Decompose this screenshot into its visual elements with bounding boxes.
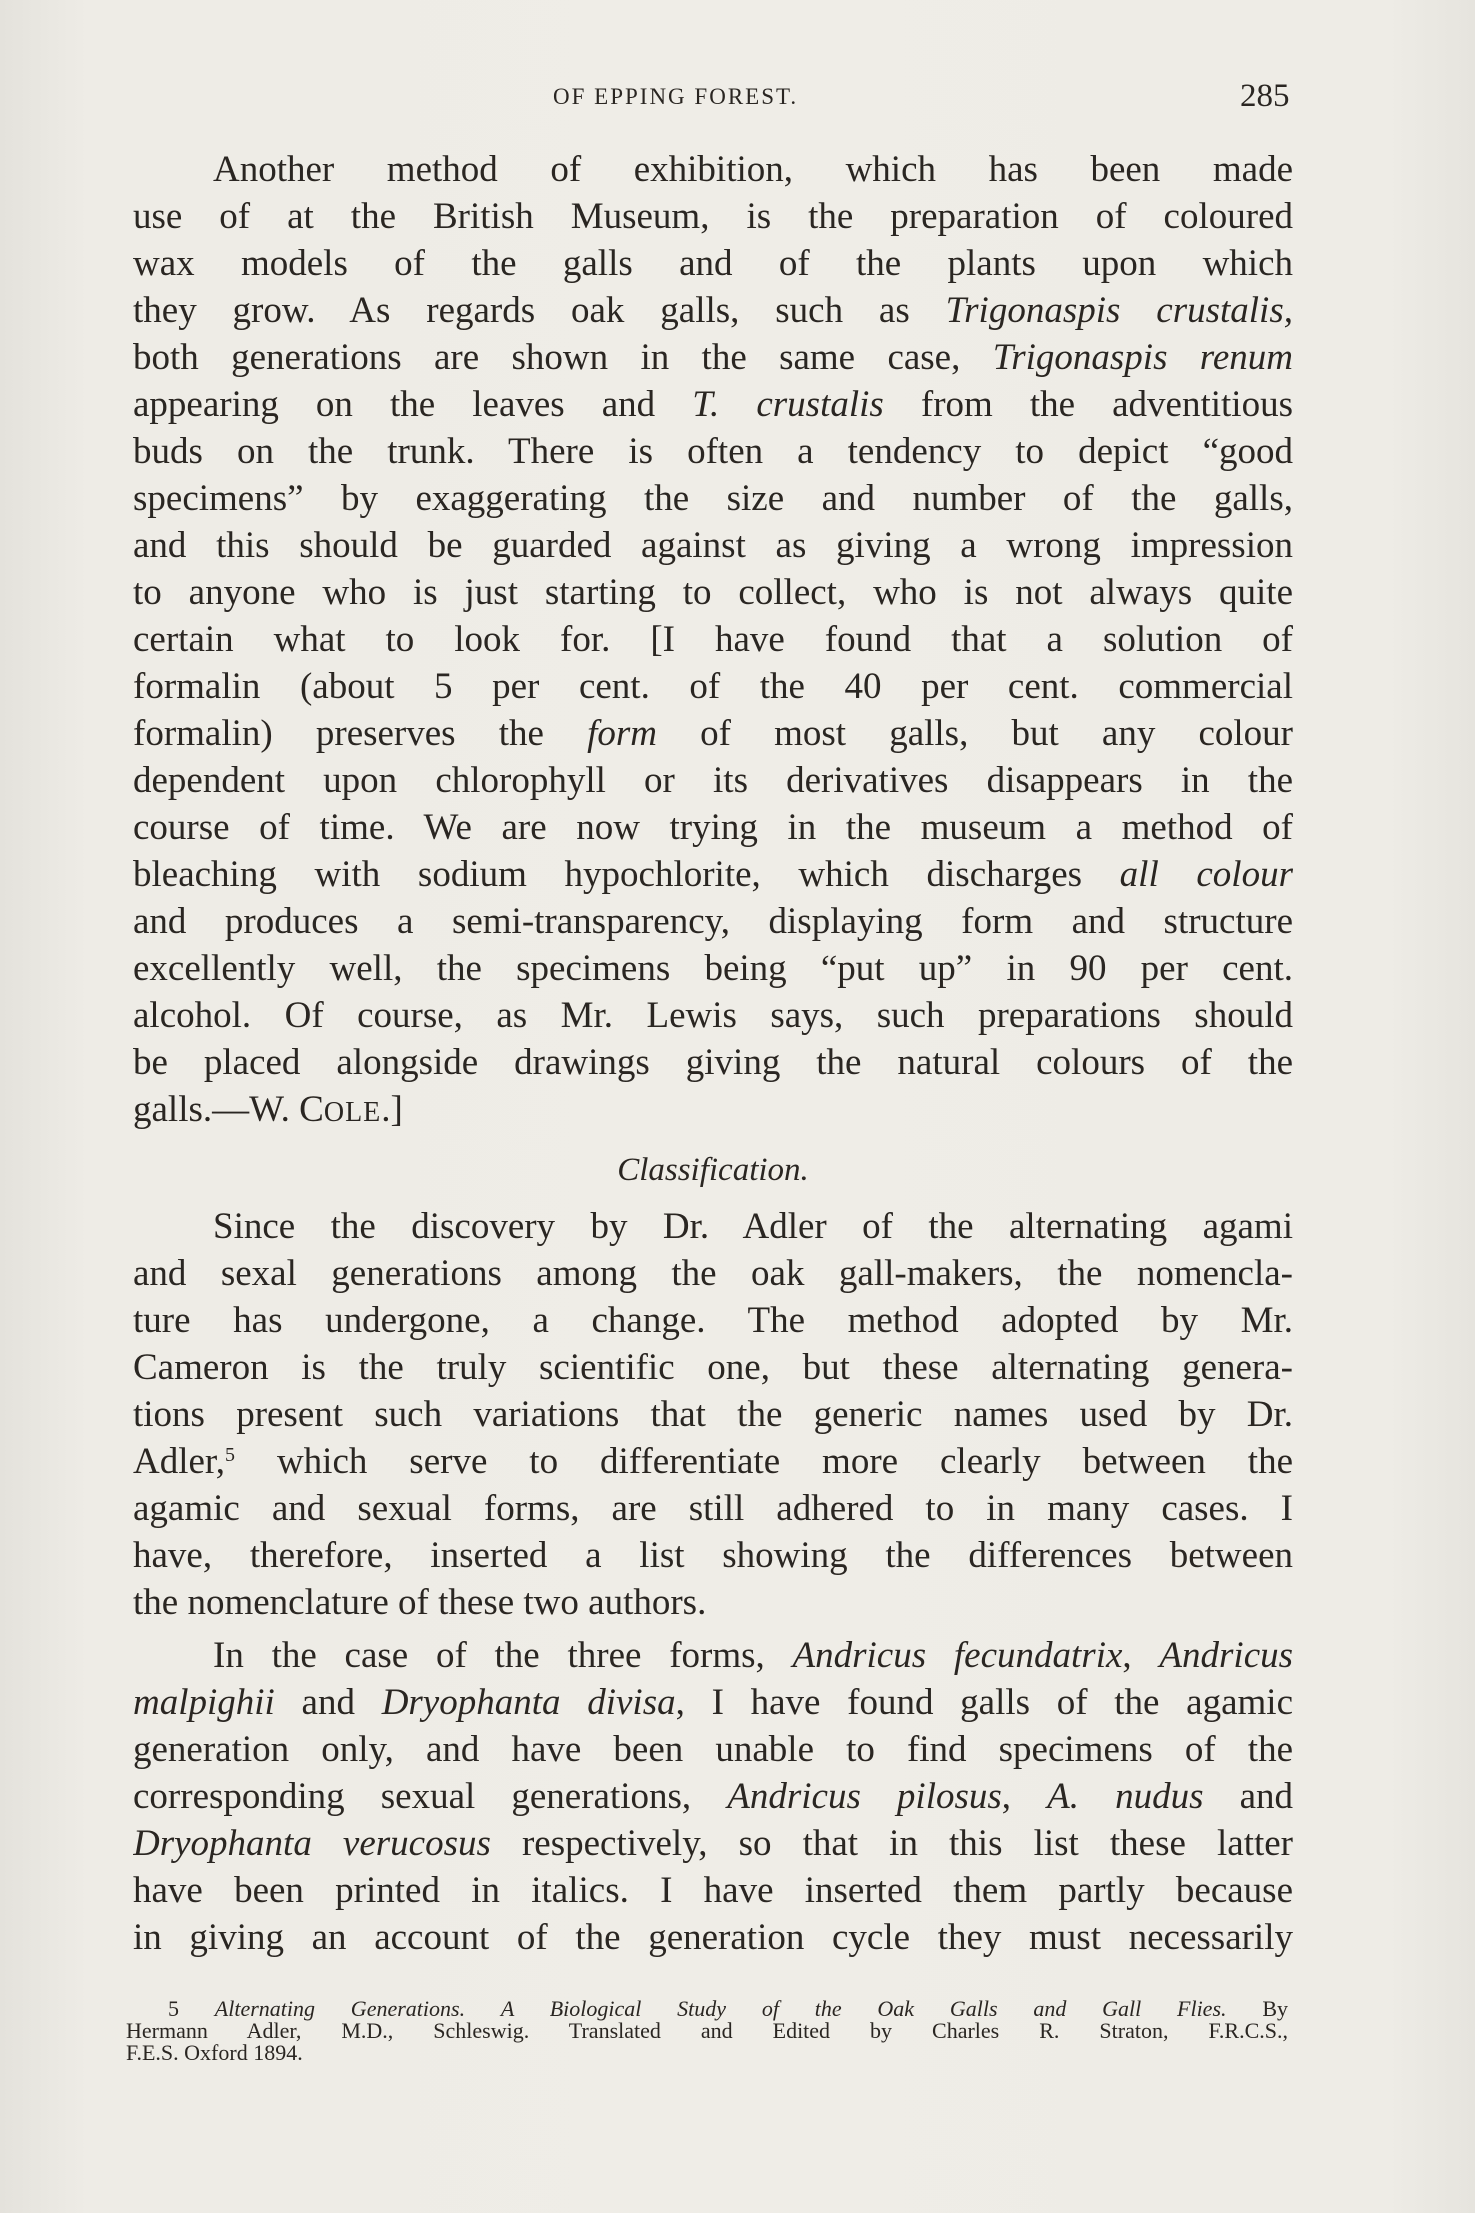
paragraph-nomenclature [133, 1203, 1293, 1626]
paragraph-exhibition-methods [133, 146, 1293, 1133]
text-line: excellently well, the specimens being “put up” in 90 per cent. [133, 948, 1293, 989]
emphasis: all colour [1119, 854, 1293, 895]
book-title: Alternating Generations. [214, 1996, 466, 2021]
footnote-number: 5 [168, 1996, 179, 2021]
text-line: Cameron is the truly scientific one, but these alternating genera- [133, 1347, 1293, 1388]
species-name: Andricus fecundatrix [792, 1635, 1123, 1676]
text-line [133, 710, 1293, 757]
text-line: be placed alongside drawings giving the natural colours of the [133, 1042, 1293, 1083]
species-name: Dryophanta divisa [381, 1682, 676, 1723]
text-run: both generations are shown in the same case, [133, 337, 993, 378]
text-line: specimens” by exaggerating the size and number of the galls, [133, 478, 1293, 519]
text-line [133, 1820, 1293, 1867]
text-line: agamic and sexual forms, are still adhered to in many cases. I [133, 1488, 1293, 1529]
text-line [133, 1438, 1293, 1485]
text-line [133, 1632, 1293, 1679]
footnote [126, 1998, 1288, 2064]
text-run: By [1262, 1996, 1288, 2021]
species-name: A. nudus [1047, 1776, 1204, 1817]
text-line: course of time. We are now trying in the museum a method of [133, 807, 1293, 848]
section-heading: Classification. [617, 1152, 809, 1188]
text-run: and [1203, 1776, 1293, 1817]
text-line: formalin (about 5 per cent. of the 40 per cent. commercial [133, 666, 1293, 707]
text-run: Adler, [133, 1441, 226, 1482]
text-line: alcohol. Of course, as Mr. Lewis says, such preparations should [133, 995, 1293, 1036]
text-line [133, 1086, 1293, 1133]
text-line: the nomenclature of these two authors. [133, 1582, 707, 1623]
species-name: Trigonaspis crustalis, [945, 290, 1293, 331]
text-line: Since the discovery by Dr. Adler of the alternating agami [213, 1206, 1293, 1247]
text-line: and this should be guarded against as giving a wrong impression [133, 525, 1293, 566]
footnote-line [126, 1998, 1288, 2020]
species-name: Andricus pilosus [727, 1776, 1002, 1817]
text-run: appearing on the leaves and [133, 384, 693, 425]
text-line [133, 1773, 1293, 1820]
footnote-line: F.E.S. Oxford 1894. [126, 2040, 303, 2065]
text-line: buds on the trunk. There is often a tendency to depict “good [133, 431, 1293, 472]
text-run: respectively, so that in this list these latter [490, 1823, 1293, 1864]
book-subtitle: A Biological Study of the Oak Galls and Gall Flies. [500, 1996, 1227, 2021]
footnote-reference: 5 [225, 1444, 236, 1466]
emphasis: form [587, 713, 657, 754]
text-line [133, 851, 1293, 898]
text-line: use of at the British Museum, is the preparation of coloured [133, 196, 1293, 237]
text-run: galls.—W. C [133, 1089, 324, 1130]
text-run: bleaching with sodium hypochlorite, which discharges [133, 854, 1120, 895]
text-line [133, 287, 1293, 334]
page-number: 285 [1240, 78, 1290, 114]
text-line: ture has undergone, a change. The method adopted by Mr. [133, 1300, 1293, 1341]
text-run: of most galls, but any colour [656, 713, 1293, 754]
text-line: have, therefore, inserted a list showing the differences between [133, 1535, 1293, 1576]
text-line: generation only, and have been unable to find specimens of the [133, 1729, 1293, 1770]
species-name: Trigonaspis renum [992, 337, 1293, 378]
text-line: have been printed in italics. I have inserted them partly because [133, 1870, 1293, 1911]
text-line: Another method of exhibition, which has been made [213, 149, 1293, 190]
text-run: they grow. As regards oak galls, such as [133, 290, 946, 331]
species-name: T. crustalis [692, 384, 884, 425]
text-line: to anyone who is just starting to collect, who is not always quite [133, 572, 1293, 613]
species-name: Dryophanta verucosus [133, 1823, 491, 1864]
text-run: formalin) preserves the [133, 713, 588, 754]
text-run: , I have found galls of the agamic [675, 1682, 1293, 1723]
small-caps-name: OLE [323, 1097, 382, 1128]
text-run: corresponding sexual generations, [133, 1776, 728, 1817]
body-text [133, 146, 1293, 1961]
text-run: which serve to differentiate more clearly between the [235, 1441, 1293, 1482]
text-run: , [1001, 1776, 1048, 1817]
text-line: wax models of the galls and of the plants upon which [133, 243, 1293, 284]
text-line [133, 334, 1293, 381]
running-title: OF EPPING FOREST. [553, 84, 799, 109]
text-line: in giving an account of the generation cycle they must necessarily [133, 1917, 1293, 1958]
text-line: and produces a semi-transparency, displaying form and structure [133, 901, 1293, 942]
text-line: certain what to look for. [I have found that a solution of [133, 619, 1293, 660]
text-run: In the case of the three forms, [213, 1635, 793, 1676]
text-line: dependent upon chlorophyll or its derivatives disappears in the [133, 760, 1293, 801]
text-run: from the adventitious [883, 384, 1293, 425]
species-name: malpighii [133, 1682, 275, 1723]
text-line [133, 1679, 1293, 1726]
text-line [133, 381, 1293, 428]
species-name: Andricus [1159, 1635, 1293, 1676]
text-run: and [274, 1682, 382, 1723]
text-run: .] [381, 1089, 403, 1130]
paragraph-three-forms [133, 1632, 1293, 1961]
text-line: tions present such variations that the generic names used by Dr. [133, 1394, 1293, 1435]
footnote-line: Hermann Adler, M.D., Schleswig. Translated and Edited by Charles R. Straton, F.R.C.S., [126, 2018, 1288, 2043]
text-line: and sexal generations among the oak gall-makers, the nomencla- [133, 1253, 1293, 1294]
text-run: , [1122, 1635, 1160, 1676]
